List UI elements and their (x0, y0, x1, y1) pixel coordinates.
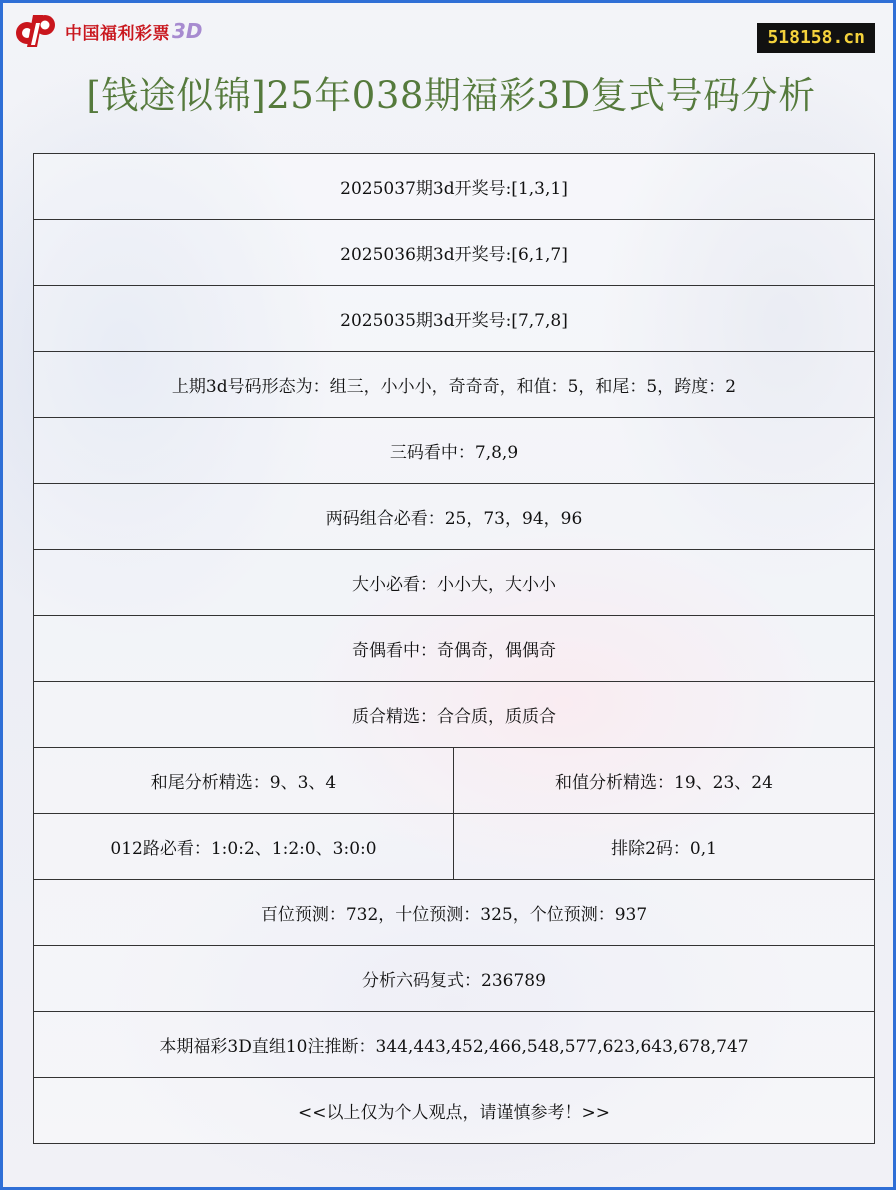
draw-result-035: 2025035期3d开奖号:[7,7,8] (34, 286, 875, 352)
sum-value-pick: 和值分析精选：19、23、24 (454, 748, 875, 814)
two-code-combo: 两码组合必看：25，73，94，96 (34, 484, 875, 550)
sum-tail-pick: 和尾分析精选：9、3、4 (34, 748, 454, 814)
table-row (34, 550, 875, 616)
big-small-pick: 大小必看：小小大，大小小 (34, 550, 875, 616)
table-row (34, 880, 875, 946)
route-012-pick: 012路必看：1:0:2、1:2:0、3:0:0 (34, 814, 454, 880)
disclaimer: <<以上仅为个人观点，请谨慎参考！>> (34, 1078, 875, 1144)
table-row (34, 814, 875, 880)
draw-result-037: 2025037期3d开奖号:[1,3,1] (34, 154, 875, 220)
direct-group-10: 本期福彩3D直组10注推断：344,443,452,466,548,577,623,643,678,747 (34, 1012, 875, 1078)
draw-result-036: 2025036期3d开奖号:[6,1,7] (34, 220, 875, 286)
table-row (34, 616, 875, 682)
exclude-two-codes: 排除2码：0,1 (454, 814, 875, 880)
last-draw-shape: 上期3d号码形态为：组三，小小小，奇奇奇，和值：5，和尾：5，跨度：2 (34, 352, 875, 418)
table-row (34, 154, 875, 220)
three-code-pick: 三码看中：7,8,9 (34, 418, 875, 484)
table-row (34, 946, 875, 1012)
site-badge[interactable]: 518158.cn (757, 23, 875, 53)
analysis-table (33, 153, 875, 1144)
lottery-logo (13, 11, 203, 51)
table-row (34, 1078, 875, 1144)
table-row (34, 682, 875, 748)
table-row (34, 484, 875, 550)
table-row (34, 352, 875, 418)
position-prediction: 百位预测：732，十位预测：325，个位预测：937 (34, 880, 875, 946)
six-code-compound: 分析六码复式：236789 (34, 946, 875, 1012)
logo-3d-text: 3D (172, 19, 203, 43)
table-row (34, 418, 875, 484)
table-row (34, 748, 875, 814)
table-row (34, 286, 875, 352)
prime-composite-pick: 质合精选：合合质，质质合 (34, 682, 875, 748)
table-row (34, 1012, 875, 1078)
welfare-lottery-logo-icon (13, 11, 59, 51)
table-row (34, 220, 875, 286)
logo-text: 中国福利彩票 (65, 23, 170, 44)
odd-even-pick: 奇偶看中：奇偶奇，偶偶奇 (34, 616, 875, 682)
page-title: [钱途似锦]25年038期福彩3D复式号码分析 (86, 74, 816, 117)
